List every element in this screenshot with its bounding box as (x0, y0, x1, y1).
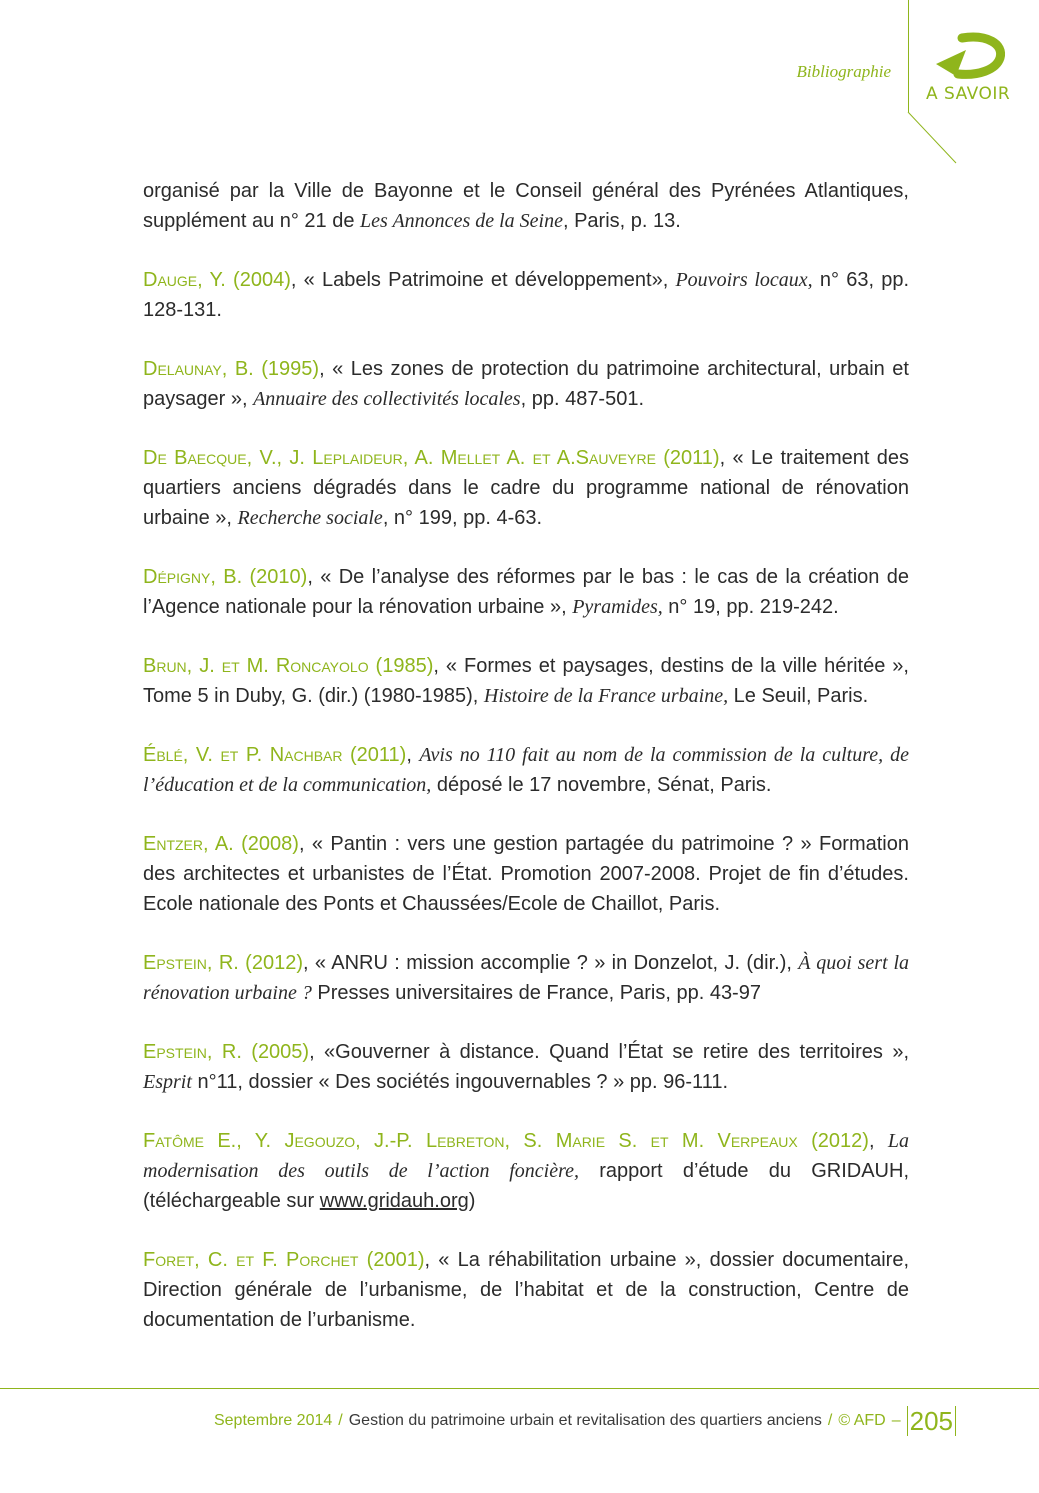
entry-text: , « Pantin : vers une gestion partagée du patrimoine ? » Formation des architectes et urbanistes de l’État. Promotion 2007-2008. Projet de fin d’études. Ecole nationale des Ponts et Chaussées/Ecole de Chaillot, Paris. (143, 833, 909, 915)
section-title: Bibliographie (796, 62, 891, 81)
entry-text: , «Gouverner à distance. Quand l’État se retire des territoires », (309, 1041, 909, 1063)
entry-text: , (406, 744, 420, 766)
entry-title: Recherche sociale (237, 507, 383, 529)
page-number: 205 (907, 1406, 956, 1436)
entry-text: déposé le 17 novembre, Sénat, Paris. (431, 774, 772, 796)
brand-name: A SAVOIR (926, 84, 1011, 104)
entry-text: , « ANRU : mission accomplie ? » in Donzelot, J. (dir.), (302, 952, 799, 974)
entry-title: Pouvoirs locaux, (675, 269, 813, 291)
entry-text: n° 19, pp. 219-242. (662, 596, 839, 618)
footer-separator: / (827, 1412, 833, 1429)
bibliography-entry (143, 829, 909, 919)
bibliography-entry (143, 1037, 909, 1097)
entry-title: Pyramides, (572, 596, 663, 618)
entry-title: Annuaire des collectivités locales (253, 388, 521, 410)
bibliography-entry (143, 265, 909, 325)
entry-author: Dauge, Y. (2004) (143, 269, 291, 291)
entry-text: ) (468, 1190, 476, 1212)
bibliography-entry (143, 948, 909, 1008)
footer (214, 1406, 956, 1436)
entry-text: , « Les zones de protection du patrimoine architectural, urbain et paysager », (143, 358, 909, 410)
bibliography-entry (143, 1245, 909, 1335)
entry-text: organisé par la Ville de Bayonne et le Conseil général des Pyrénées Atlantiques, supplément au n° 21 de (143, 180, 909, 232)
footer-copyright: © AFD (838, 1412, 886, 1429)
footer-separator: / (338, 1412, 343, 1429)
footer-dash: – (891, 1412, 901, 1429)
entry-title: La modernisation des outils de l’action foncière, (143, 1130, 909, 1182)
entry-title: Esprit (143, 1071, 192, 1093)
entry-text: , « La réhabilitation urbaine », dossier documentaire, Direction générale de l’urbanisme, de l’habitat et de la construction, Centre de documentation de l’urbanisme. (143, 1249, 910, 1331)
entry-title: À quoi sert la rénovation urbaine ? (143, 952, 909, 1004)
entry-text: rapport d’étude du GRIDAUH, (téléchargeable sur (143, 1160, 909, 1212)
entry-text: , Paris, p. 13. (562, 210, 681, 232)
entry-author: Epstein, R. (2012) (143, 952, 303, 974)
bibliography-entry (143, 1126, 909, 1216)
entry-text: , n° 199, pp. 4-63. (382, 507, 543, 529)
entry-text: , « Labels Patrimoine et développement», (290, 269, 676, 291)
entry-title: Les Annonces de la Seine (360, 210, 563, 232)
entry-author: Epstein, R. (2005) (143, 1041, 310, 1063)
bibliography-entry (143, 651, 909, 711)
bibliography-entry (143, 443, 909, 533)
entry-author: Éblé, V. et P. Nachbar (2011) (143, 744, 407, 766)
entry-text: n° 63, pp. 128-131. (143, 269, 910, 321)
entry-author: Brun, J. et M. Roncayolo (1985) (143, 655, 434, 677)
footer-divider (0, 1388, 1039, 1389)
entry-author: Fatôme E., Y. Jegouzo, J.-P. Lebreton, S. Marie S. et M. Verpeaux (2012) (143, 1130, 869, 1152)
entry-text: Le Seuil, Paris. (728, 685, 869, 707)
entry-title: Avis no 110 fait au nom de la commission de la culture, de l’éducation et de la communication, (143, 744, 909, 796)
entry-text: , (868, 1130, 888, 1152)
entry-title: Histoire de la France urbaine, (483, 685, 729, 707)
entry-author: Entzer, A. (2008) (143, 833, 299, 855)
entry-text: Presses universitaires de France, Paris, pp. 43-97 (311, 982, 761, 1004)
footer-title: Gestion du patrimoine urbain et revitalisation des quartiers anciens (348, 1412, 822, 1429)
entry-author: Dépigny, B. (2010) (143, 566, 308, 588)
entry-author: Delaunay, B. (1995) (143, 358, 320, 380)
header-diagonal-rule (0, 0, 1039, 200)
footer-date: Septembre 2014 (213, 1412, 333, 1429)
entry-link[interactable]: www.gridauh.org (319, 1190, 469, 1212)
entry-text: , « Formes et paysages, destins de la ville héritée », Tome 5 in Duby, G. (dir.) (1980-1985), (143, 655, 909, 707)
entry-text: , pp. 487-501. (520, 388, 645, 410)
entry-text: n°11, dossier « Des sociétés ingouvernables ? » pp. 96-111. (191, 1071, 729, 1093)
bibliography-entry (143, 354, 909, 414)
bibliography-entry (143, 176, 909, 236)
entry-author: De Baecque, V., J. Leplaideur, A. Mellet A. et A.Sauveyre (2011) (143, 447, 720, 469)
bibliography-list (143, 176, 909, 1364)
bibliography-entry (143, 562, 909, 622)
entry-author: Foret, C. et F. Porchet (2001) (143, 1249, 425, 1271)
entry-text: , « Le traitement des quartiers anciens dégradés dans le cadre du programme national de rénovation urbaine », (143, 447, 909, 529)
entry-text: , « De l’analyse des réformes par le bas : le cas de la création de l’Agence nationale pour la rénovation urbaine », (143, 566, 909, 618)
bibliography-entry (143, 740, 909, 800)
